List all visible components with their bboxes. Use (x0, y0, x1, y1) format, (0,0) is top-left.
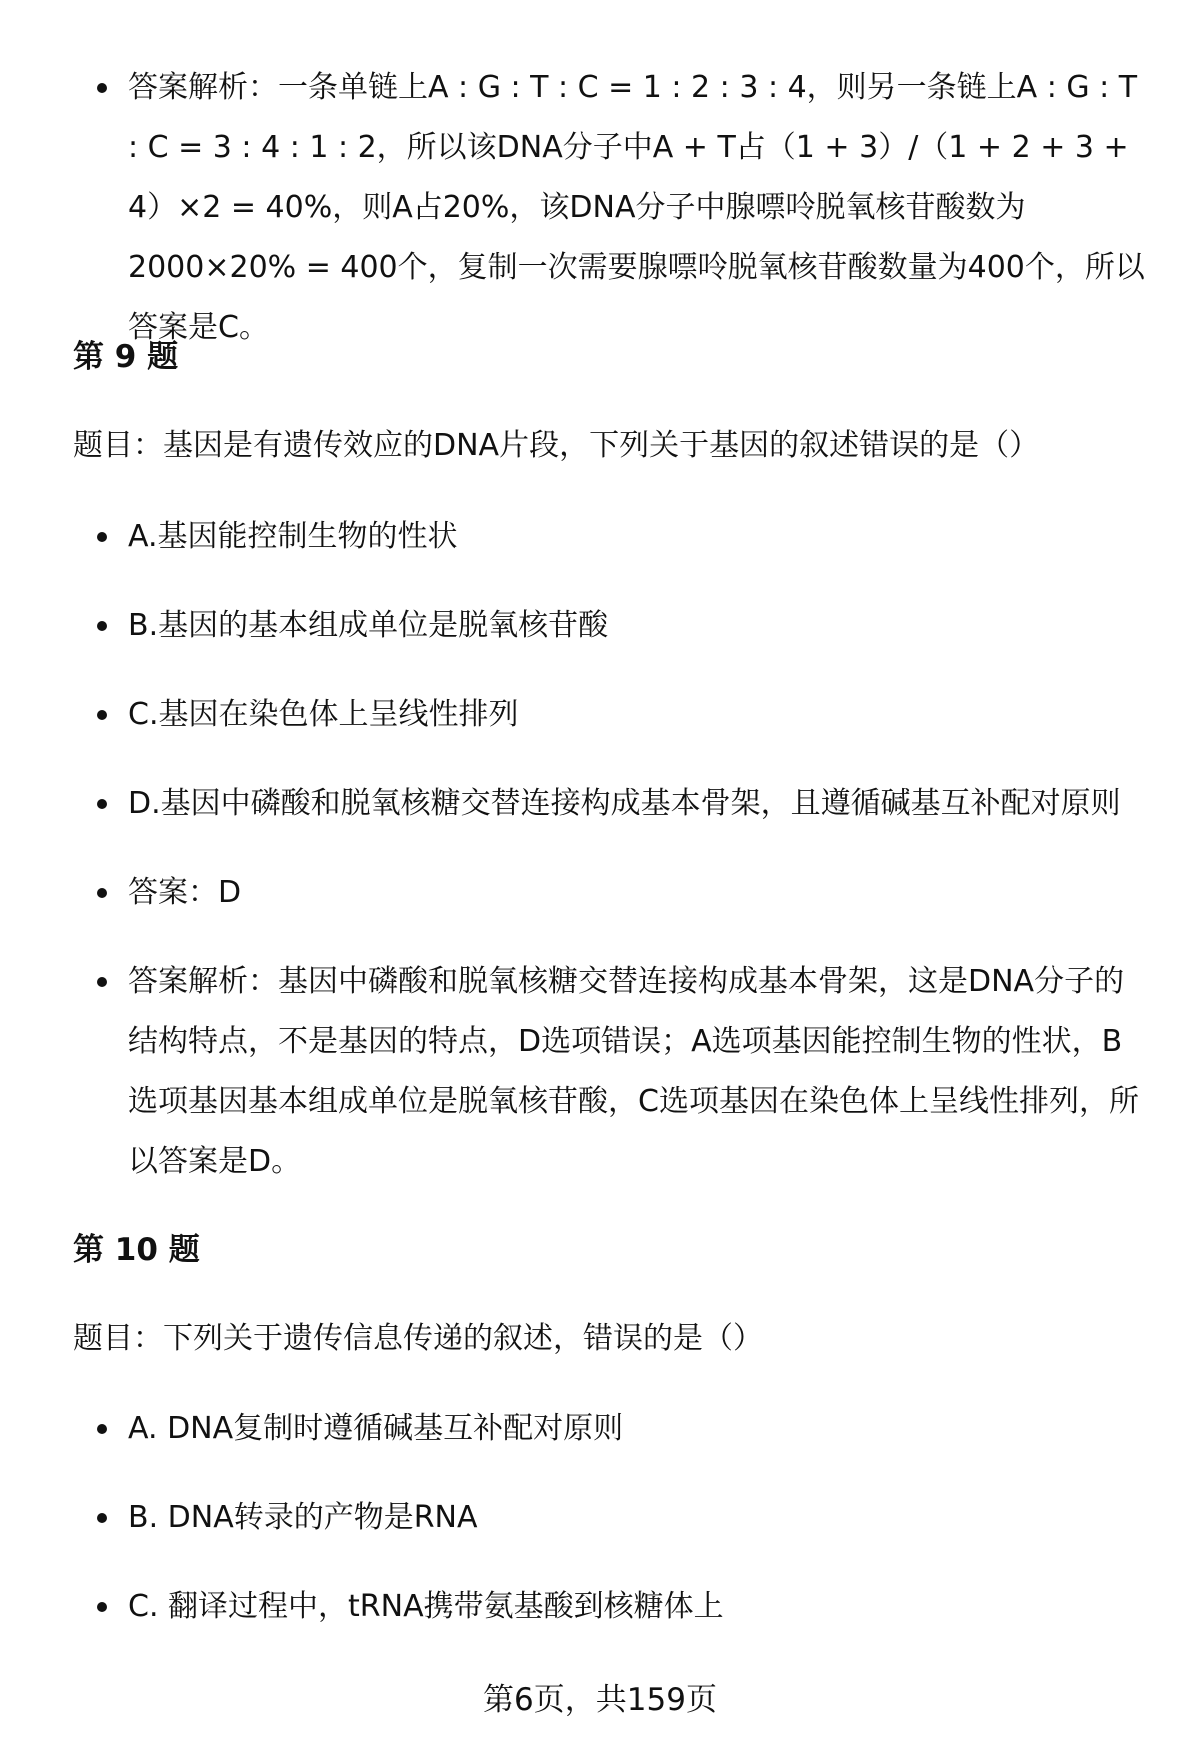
q8-analysis: 答案解析：一条单链上A : G : T : C = 1 : 2 : 3 : 4，则另一条链上A : G : T : C = 3 : 4 : 1 : 2，所以该DNA分子中A + T占（1 + 3）/（1 + 2 + 3 + 4）×2 = 40%，则A占20%，该DNA分子中腺嘌呤脱氧核苷酸数为2000×20% = 400个，复制一次需要腺嘌呤脱氧核苷酸数量为400个，所以答案是C。 (128, 58, 1148, 358)
q9-option-c: C.基因在染色体上呈线性排列 (128, 685, 1148, 745)
q9-answer: 答案：D (128, 863, 1148, 923)
page-footer: 第6页，共159页 (483, 1682, 717, 1718)
q9-stem: 题目：基因是有遗传效应的DNA片段，下列关于基因的叙述错误的是（） (73, 428, 1040, 463)
q9-heading: 第 9 题 (73, 339, 179, 375)
q10-option-c: C. 翻译过程中，tRNA携带氨基酸到核糖体上 (128, 1577, 1148, 1637)
q10-option-b: B. DNA转录的产物是RNA (128, 1488, 1148, 1548)
q9-option-d: D.基因中磷酸和脱氧核糖交替连接构成基本骨架，且遵循碱基互补配对原则 (128, 774, 1148, 834)
q10-heading: 第 10 题 (73, 1232, 200, 1268)
q10-option-a: A. DNA复制时遵循碱基互补配对原则 (128, 1399, 1148, 1459)
q10-stem: 题目：下列关于遗传信息传递的叙述，错误的是（） (73, 1321, 763, 1356)
q9-option-b: B.基因的基本组成单位是脱氧核苷酸 (128, 596, 1148, 656)
q9-option-a: A.基因能控制生物的性状 (128, 507, 1148, 567)
q9-analysis: 答案解析：基因中磷酸和脱氧核糖交替连接构成基本骨架，这是DNA分子的结构特点，不是基因的特点，D选项错误；A选项基因能控制生物的性状，B选项基因基本组成单位是脱氧核苷酸，C选项基因在染色体上呈线性排列，所以答案是D。 (128, 952, 1148, 1192)
